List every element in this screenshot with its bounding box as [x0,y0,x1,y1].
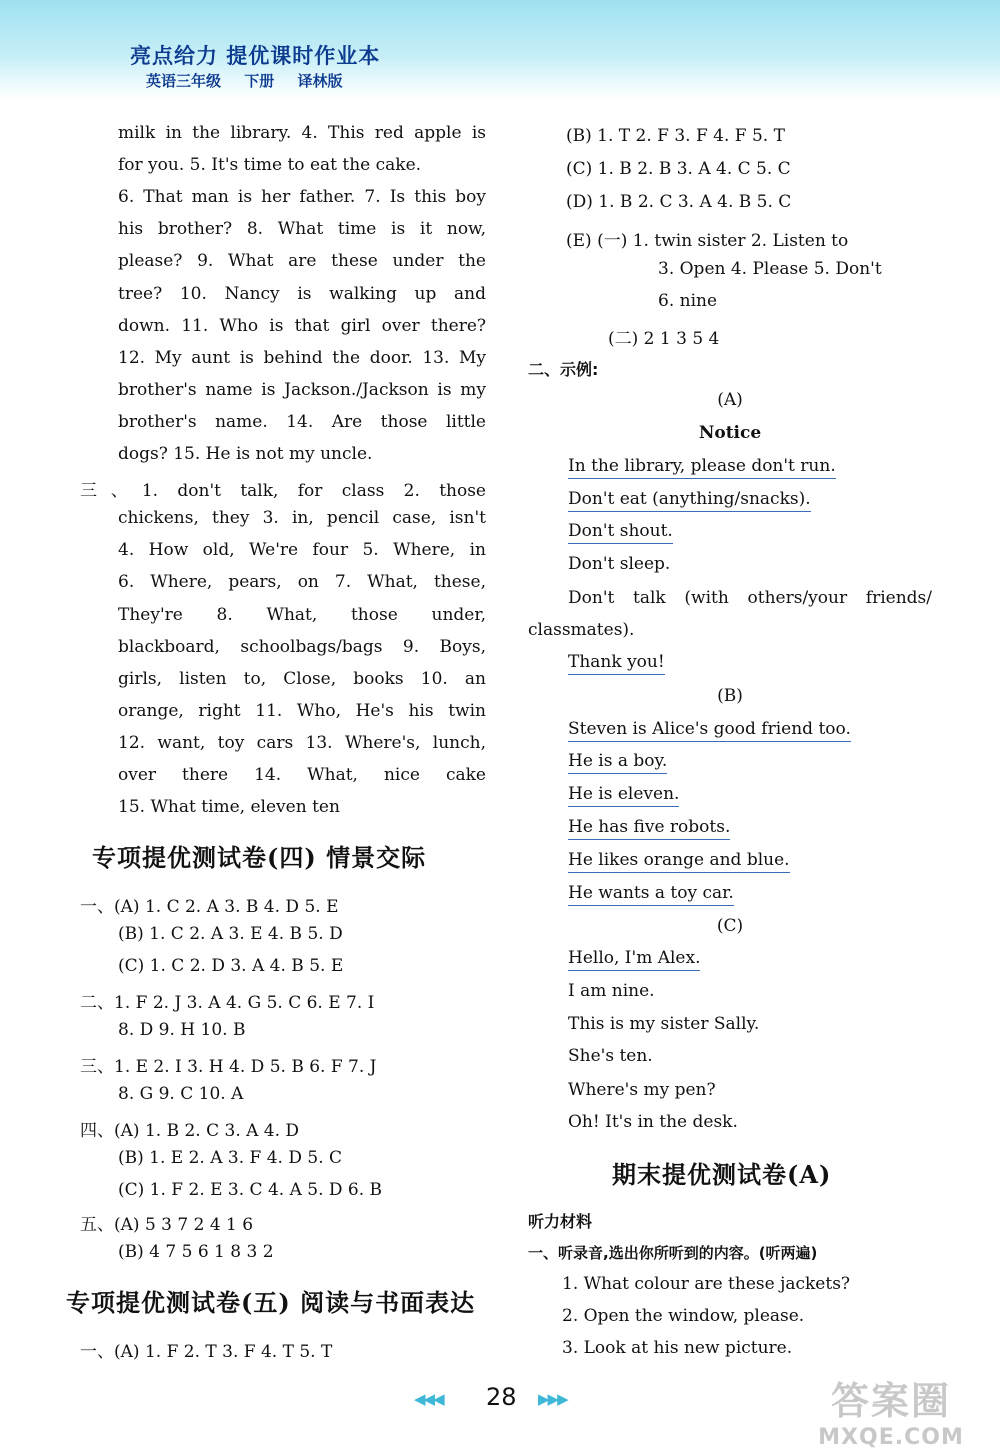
answer-line: girls, listen to, Close, books 10. an [118,669,486,689]
example-line: Don't shout. [568,521,673,544]
answer-line: his brother? 8. What time is it now, [118,219,486,239]
example-line: He likes orange and blue. [568,850,790,873]
example-line: Steven is Alice's good friend too. [568,719,851,742]
page-header [0,0,1000,100]
answer-line: (B) 1. C 2. A 3. E 4. B 5. D [118,924,343,944]
page-number: 28 [486,1383,517,1411]
answer-line: 二、1. F 2. J 3. A 4. G 5. C 6. E 7. I [80,993,375,1013]
answer-line: please? 9. What are these under the [118,251,486,271]
grade-label: 英语三年级 [146,72,222,90]
next-arrows-icon: ▶▶▶ [538,1390,567,1408]
listening-line: 1. What colour are these jackets? [562,1274,851,1294]
example-line: Where's my pen? [568,1080,716,1100]
answer-line: 五、(A) 5 3 7 2 4 1 6 [80,1215,254,1235]
answer-line: 8. D 9. H 10. B [118,1020,246,1040]
answer-line: 8. G 9. C 10. A [118,1084,244,1104]
book-title: 亮点给力 提优课时作业本 [130,44,381,68]
answer-line: orange, right 11. Who, He's his twin [118,701,486,721]
example-line: Don't sleep. [568,554,671,574]
example-line: Don't talk (with others/your friends/ [568,588,932,608]
listening-line: 2. Open the window, please. [562,1306,805,1326]
answer-line: blackboard, schoolbags/bags 9. Boys, [118,637,486,657]
answer-line: 四、(A) 1. B 2. C 3. A 4. D [80,1121,300,1141]
answer-line: They're 8. What, those under, [118,605,486,625]
volume-label: 下册 [244,72,275,90]
example-line: Don't eat (anything/snacks). [568,489,811,512]
example-line: Thank you! [568,652,665,675]
answer-line: (C) 1. F 2. E 3. C 4. A 5. D 6. B [118,1180,383,1200]
answer-line: (C) 1. C 2. D 3. A 4. B 5. E [118,956,344,976]
answer-line: (B) 1. T 2. F 3. F 4. F 5. T [566,126,785,146]
example-line: Oh! It's in the desk. [568,1112,738,1132]
example-line: He wants a toy car. [568,883,734,906]
answer-line: 12. My aunt is behind the door. 13. My [118,348,486,368]
watermark-text: 答案圈 [830,1379,951,1423]
answer-line: down. 11. Who is that girl over there? [118,316,486,336]
answer-line: over there 14. What, nice cake [118,765,486,785]
section-title-5: 专项提优测试卷(五) 阅读与书面表达 [66,1288,476,1317]
answer-line: 4. How old, We're four 5. Where, in [118,540,486,560]
answer-line: 6. That man is her father. 7. Is this boy [118,187,486,207]
example-line: She's ten. [568,1046,653,1066]
example-line: In the library, please don't run. [568,456,836,479]
answer-line: tree? 10. Nancy is walking up and [118,284,486,304]
edition-label: 译林版 [297,72,343,90]
example-label: 二、示例: [528,360,599,379]
answer-line: (B) 4 7 5 6 1 8 3 2 [118,1242,274,1262]
answer-line: (E) (一) 1. twin sister 2. Listen to [566,231,849,251]
answer-line: chickens, they 3. in, pencil case, isn't [118,508,486,528]
final-test-title: 期末提优测试卷(A) [612,1160,832,1189]
answer-line: dogs? 15. He is not my uncle. [118,444,373,464]
answer-line: (D) 1. B 2. C 3. A 4. B 5. C [566,192,792,212]
answer-line: for you. 5. It's time to eat the cake. [118,155,422,175]
listening-line: 3. Look at his new picture. [562,1338,793,1358]
answer-line: 一、(A) 1. F 2. T 3. F 4. T 5. T [80,1342,333,1362]
example-line: He is a boy. [568,751,667,774]
example-line: He has five robots. [568,817,730,840]
notice-title: Notice [698,423,762,443]
answer-line: 6. Where, pears, on 7. What, these, [118,572,486,592]
section-title-4: 专项提优测试卷(四) 情景交际 [92,843,427,872]
answer-line: (B) 1. E 2. A 3. F 4. D 5. C [118,1148,343,1168]
answer-line: milk in the library. 4. This red apple is [118,123,486,143]
answer-line: 6. nine [658,291,718,311]
answer-line: 12. want, toy cars 13. Where's, lunch, [118,733,486,753]
answer-line: brother's name. 14. Are those little [118,412,486,432]
answer-line: brother's name is Jackson./Jackson is my [118,380,486,400]
answer-line: 15. What time, eleven ten [118,797,340,817]
example-line: This is my sister Sally. [568,1014,760,1034]
example-line: classmates). [528,620,635,640]
answer-line: 一、(A) 1. C 2. A 3. B 4. D 5. E [80,897,339,917]
example-line: He is eleven. [568,784,679,807]
example-line: I am nine. [568,981,655,1001]
book-subtitle [146,70,361,91]
answer-line: 三、1. E 2. I 3. H 4. D 5. B 6. F 7. J [80,1057,377,1077]
part-a-label: (A) [717,390,743,410]
part-b-label: (B) [717,686,743,706]
listening-label: 听力材料 [528,1212,593,1231]
watermark-logo [796,1370,986,1450]
answer-line: (二) 2 1 3 5 4 [608,329,720,349]
answer-line: (C) 1. B 2. B 3. A 4. C 5. C [566,159,791,179]
watermark-url: MXQE.COM [818,1425,964,1450]
example-line: Hello, I'm Alex. [568,948,700,971]
listening-question: 一、听录音,选出你所听到的内容。(听两遍) [528,1244,818,1262]
answer-line: 3. Open 4. Please 5. Don't [658,259,882,279]
prev-arrows-icon: ◀◀◀ [414,1390,443,1408]
answer-line: 三、1. don't talk, for class 2. those [80,481,486,501]
part-c-label: (C) [716,916,744,936]
